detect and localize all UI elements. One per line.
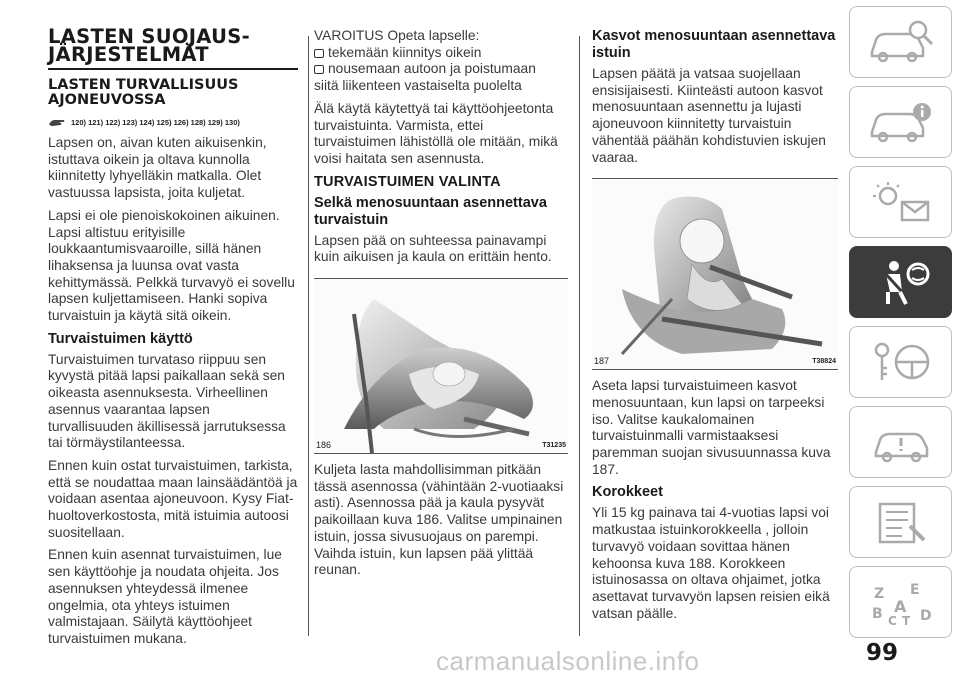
bullet-text: tekemään kiinnitys oikein <box>328 44 482 60</box>
paragraph: Lapsen pää on suhteessa painavampi kuin aikuisen ja kaula on erittäin hento. <box>314 232 552 265</box>
paragraph: Kuljeta lasta mahdollisimman pitkään tässä asennossa (vähintään 2-vuotiaaksi asti). Asennossa pää ja kaula pysyvät paikoillaan kuva 186. Valitse umpinainen istuin, jossa sivusuojaus on parempi. Vaihda istuin, kun lapsen pää ylittää reunan. <box>314 462 564 578</box>
specifications-icon <box>866 578 936 626</box>
heading-boosters: Korokkeet <box>592 484 663 501</box>
reference-numbers: 120) 121) 122) 123) 124) 125) 126) 128) 129) 130) <box>71 117 240 127</box>
page-title-line-2: JÄRJESTELMÄT <box>48 43 209 66</box>
section-title-line-1: LASTEN TURVALLISUUS <box>48 77 239 93</box>
bullet-box-icon <box>314 65 324 74</box>
index-letter: C <box>887 614 897 626</box>
tab-car-magnifier[interactable] <box>849 6 952 78</box>
figure-code: T31235 <box>542 442 566 450</box>
car-info-icon <box>866 98 936 146</box>
bullet-text: nousemaan autoon ja poistumaan <box>328 61 536 77</box>
figure-187 <box>592 178 838 370</box>
heading-seat-choice: TURVAISTUIMEN VALINTA <box>314 173 501 190</box>
heading-rear-facing: Selkä menosuuntaan asennettava turvaistuin <box>314 194 547 228</box>
bullet-item <box>314 61 568 78</box>
section-title <box>48 78 298 108</box>
column-3 <box>592 28 838 628</box>
section-title-line-2: AJONEUVOSSA <box>48 92 166 108</box>
figure-number: 186 <box>316 440 332 451</box>
index-letter: Z <box>873 586 884 602</box>
tab-car-info[interactable] <box>849 86 952 158</box>
bullet-item <box>314 45 568 62</box>
tab-warning-lights[interactable] <box>849 166 952 238</box>
heading-forward-facing: Kasvot menosuuntaan asennettava istuin <box>592 28 836 61</box>
paragraph: Lapsi ei ole pienoiskokoinen aikuinen. Lapsi altistuu erityisille loukkaantumisvaaroille, sillä hänen lihaksensa ja luunsa ovat vasta kehittymässä. Pelkkä turvavyö ei sovellu lapsen kuljettamiseen. Hanki sopiva turvaistuin ja käytä sitä oikein. <box>48 207 295 324</box>
page-title-line-1: LASTEN SUOJAUS- <box>48 25 250 48</box>
bullet-box-icon <box>314 49 324 58</box>
warning-references <box>48 116 298 128</box>
column-2 <box>314 28 568 585</box>
page-title <box>48 25 298 66</box>
paragraph: Lapsen päätä ja vatsaa suojellaan ensisijaisesti. Kiinteästi autoon kasvot menosuuntaan asennettu ja lujasti ajoneuvoon kiinnitetty turvaistuin vähentää päähän kohdistuvien iskujen vaaraa. <box>592 66 826 165</box>
paragraph: Lapsen on, aivan kuten aikuisenkin, istuttava oikein ja oltava kunnolla kiinnitetty lyhyelläkin matkalla. Olet vastuussa lapsista, joita kuljetat. <box>48 135 267 201</box>
warning-text: VAROITUS Opeta lapselle: <box>314 28 480 43</box>
page-number: 99 <box>866 640 899 666</box>
paragraph: Ennen kuin ostat turvaistuimen, tarkista, että se noudattaa maan lainsäädäntöä ja voidaan asentaa ajoneuvoon. Kysy Fiat-huoltoverkostosta, mitä istuimia autoosi suositellaan. <box>48 457 298 540</box>
car-breakdown-icon <box>866 418 936 466</box>
index-letter: D <box>919 608 932 624</box>
watermark: carmanualsonline.info <box>436 646 700 676</box>
seatbelt-airbag-icon <box>866 258 936 306</box>
index-letter: E <box>909 582 920 598</box>
car-magnifier-icon <box>866 18 936 66</box>
warning-lights-icon <box>866 178 936 226</box>
column-divider <box>308 36 309 636</box>
heading-seat-usage: Turvaistuimen käyttö <box>48 330 193 347</box>
key-steering-icon <box>866 338 936 386</box>
paragraph: Ennen kuin asennat turvaistuimen, lue sen käyttöohje ja noudata ohjeita. Jos asennuksen yhteydessä ilmenee ongelmia, ota yhteys istuimen valmistajaan. Säilytä käyttöohjeet turvaistuimen mukana. <box>48 547 282 646</box>
tab-service[interactable] <box>849 486 952 558</box>
paragraph: Turvaistuimen turvataso riippuu sen kyvystä pitää lapsi paikallaan sekä sen oikeasta asennuksesta. Virheellinen asennus vaarantaa lapsen turvallisuuden äkillisessä jarrutuksessa tai törmäystilanteessa. <box>48 351 286 451</box>
paragraph: Älä käytä käytettyä tai käyttöohjeetonta turvaistuinta. Varmista, ettei turvaistuimen lähistöllä ole mitään, mikä voisi haitata sen asennusta. <box>314 100 558 166</box>
index-letter: A <box>893 597 906 616</box>
paragraph: Yli 15 kg painava tai 4-vuotias lapsi voi matkustaa istuinkorokkeella , jolloin turvavyö voidaan sovittaa hänen kehoonsa kuva 188. Korokkeen istuinosassa on oltava ohjaimet, jotka asettavat turvavyön lapsen reisien eikä vatsan päälle. <box>592 505 830 621</box>
paragraph: siitä liikenteen vastaiselta puolelta <box>314 78 522 94</box>
rear-facing-seat-illustration <box>314 279 568 453</box>
figure-number: 187 <box>594 356 610 367</box>
paragraph: Aseta lapsi turvaistuimeen kasvot menosuuntaan, kun lapsi on tarpeeksi iso. Valitse kaukalomainen turvaistuinmalli varmistaaksesi paremman suojan sivusuunnassa kuva 187. <box>592 378 831 477</box>
tab-technical-data[interactable] <box>849 566 952 638</box>
figure-186 <box>314 278 568 454</box>
tab-breakdown[interactable] <box>849 406 952 478</box>
column-divider <box>579 36 580 636</box>
figure-code: T38824 <box>812 358 836 366</box>
index-letter: B <box>871 606 883 622</box>
hand-warning-icon <box>48 116 66 128</box>
tab-starting-driving[interactable] <box>849 326 952 398</box>
index-letter: T <box>901 614 910 626</box>
car-service-icon <box>866 498 936 546</box>
tab-safety[interactable] <box>849 246 952 318</box>
title-rule <box>48 68 298 70</box>
forward-facing-seat-illustration <box>592 179 838 369</box>
column-1 <box>48 25 298 654</box>
